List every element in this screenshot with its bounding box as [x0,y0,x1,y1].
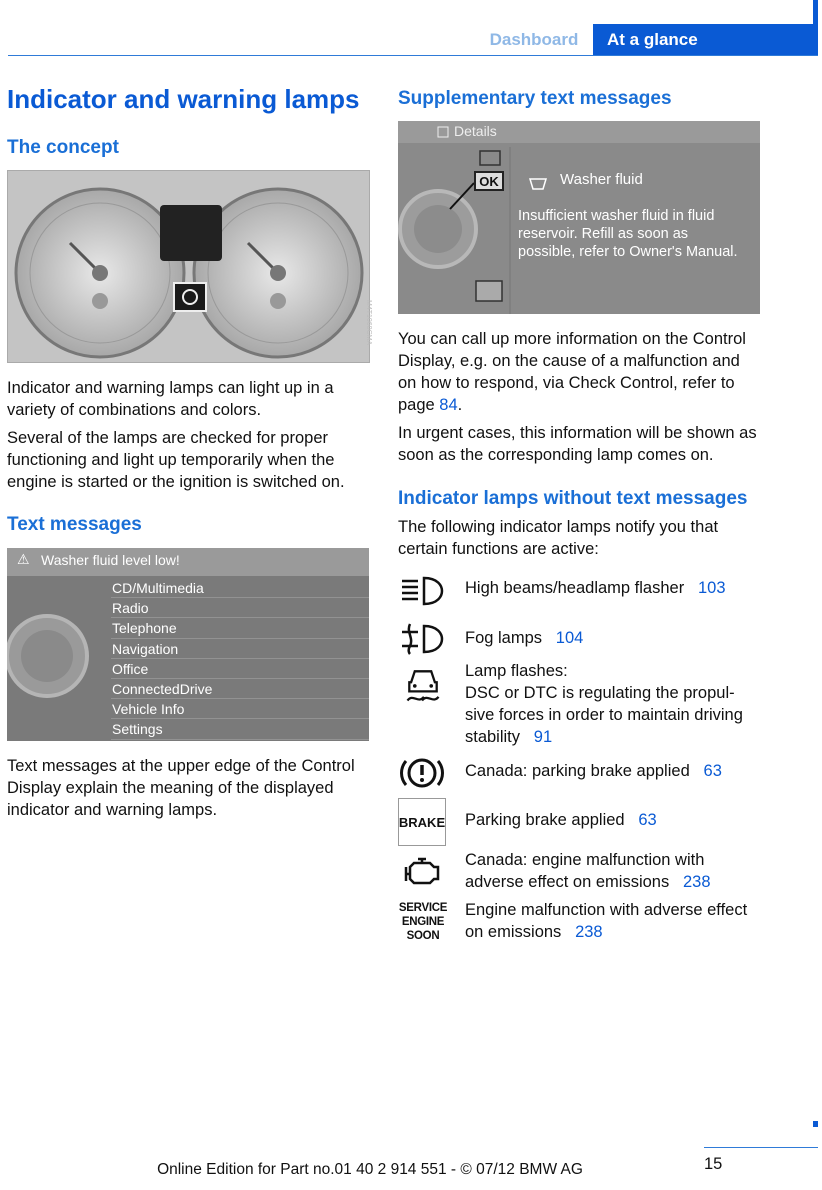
tab-at-a-glance[interactable]: At a glance [593,24,818,56]
footer-edition: Online Edition for Part no.01 40 2 914 551 - © 07/12 BMW AG [157,1161,583,1178]
lamp-text: Parking brake applied [465,811,625,829]
icon-text-line: SERVICE [398,902,448,914]
menu-item: Settings [111,719,369,739]
menu-item: Navigation [111,639,369,659]
lamp-row-dsc [398,660,760,750]
lamp-row-parking-brake-canada [398,752,760,796]
menu-item: Radio [111,598,369,618]
footer-rule [704,1147,818,1148]
dsc-icon [398,664,448,706]
text-messages-heading: Text messages [7,514,142,535]
concept-paragraph-2: Several of the lamps are checked for proper functioning and light up temporarily when the engine is started or the ignition is switched on. [7,429,345,491]
supplementary-paragraph-2: In urgent cases, this information will be shown as soon as the corresponding lamp comes on. [398,424,757,464]
lamp-text: DSC or DTC is regulating the propul-sive forces in order to maintain driving stability [465,684,743,746]
tab-dashboard[interactable]: Dashboard [489,30,579,49]
control-display-menu-image [7,548,369,741]
page-link[interactable]: 63 [638,811,657,829]
page-title: Indicator and warning lamps [7,84,360,114]
header-stub [813,0,818,24]
high-beam-icon [398,570,448,612]
menu-item: CD/Multimedia [111,578,369,598]
lamp-row-fog [398,618,760,662]
page-link[interactable]: 238 [683,873,711,891]
concept-paragraph-1: Indicator and warning lamps can light up in a variety of combinations and colors. [7,379,334,419]
supplementary-text: You can call up more information on the Control Display, e.g. on the cause of a malfunction and on how to respond, via Check Control, refer to page [398,330,746,414]
details-screen-image [398,121,760,314]
page-number: 15 [704,1155,723,1173]
parking-brake-canada-icon [398,752,448,794]
page-link[interactable]: 91 [533,728,553,746]
details-title: Details [454,123,497,139]
menu-item: ConnectedDrive [111,679,369,699]
lamp-description [465,577,760,599]
lamp-description [465,660,760,748]
brake-icon: BRAKE [398,798,446,846]
menu-list [111,578,369,740]
figure-code: M4T1060CMA [365,300,372,346]
lamp-text: Engine malfunction with adverse effect on emissions [465,901,748,941]
lamp-row-engine-canada [398,849,760,897]
supplementary-paragraph-1 [398,328,760,416]
warning-message-text: Washer fluid level low! [41,552,180,568]
service-engine-soon-icon [398,901,448,943]
supplementary-heading: Supplementary text messages [398,88,672,109]
icon-text-line: ENGINE [401,916,445,928]
ok-icon: OK [474,171,504,191]
menu-item: Office [111,659,369,679]
instrument-cluster-image [7,170,370,363]
indicator-lamps-intro: The following indicator lamps notify you that certain functions are active: [398,518,719,558]
page-link[interactable]: 238 [575,923,603,941]
lamp-description [465,899,760,943]
engine-icon [398,851,448,893]
menu-item: Vehicle Info [111,699,369,719]
concept-heading: The concept [7,137,119,158]
lamp-text: Canada: engine malfunction with adverse effect on emissions [465,851,705,891]
supplementary-text-end: . [457,396,463,414]
warning-triangle-icon: ⚠ [17,551,30,567]
lamp-row-high-beams [398,570,760,616]
lamp-description [465,627,760,649]
page-link[interactable]: 63 [703,762,722,780]
lamp-text: High beams/headlamp flasher [465,579,685,597]
footer-stub [813,1121,818,1127]
lamp-description [465,809,760,831]
page-link[interactable]: 103 [697,579,726,597]
indicator-lamps-heading: Indicator lamps without text messages [398,488,748,509]
icon-text-line: SOON [406,930,440,942]
fog-lamp-icon [398,618,448,660]
page-link-84[interactable]: 84 [439,396,458,414]
details-heading: Washer fluid [560,171,643,188]
lamp-row-brake [398,798,760,848]
lamp-text: Canada: parking brake applied [465,762,690,780]
header-rule [8,55,818,56]
text-messages-paragraph: Text messages at the upper edge of the Control Display explain the meaning of the displayed indicator and warning lamps. [7,757,355,819]
page-link[interactable]: 104 [555,629,584,647]
lamp-description [465,849,760,893]
lamp-row-service-engine [398,899,760,947]
details-text: Insufficient washer fluid in fluid reservoir. Refill as soon as possible, refer to Owner's Manual. [518,208,738,260]
menu-item: Telephone [111,618,369,638]
lamp-text-line1: Lamp flashes: [465,662,568,680]
lamp-text: Fog lamps [465,629,543,647]
lamp-description [465,760,760,782]
